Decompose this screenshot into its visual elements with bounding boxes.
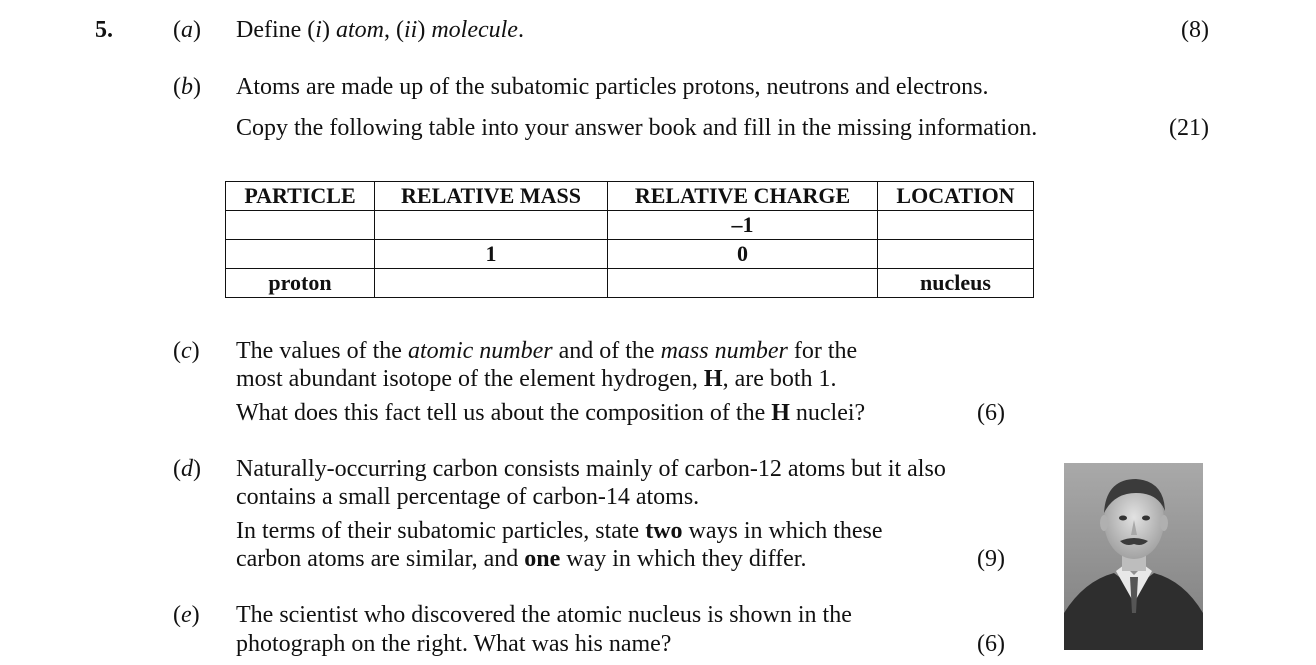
part-b-line1: Atoms are made up of the subatomic particles protons, neutrons and electrons. (236, 74, 989, 100)
part-a-text: Define (i) atom, (ii) molecule. (236, 17, 524, 43)
part-e-line2: photograph on the right. What was his name? (236, 631, 672, 657)
table-cell: 1 (375, 240, 608, 269)
header-location: LOCATION (878, 182, 1034, 211)
table-cell (375, 211, 608, 240)
table-cell (375, 269, 608, 298)
table-cell: –1 (608, 211, 878, 240)
part-e-marks: (6) (977, 631, 1005, 657)
table-header-row (226, 182, 1034, 211)
part-e-label: (e) (173, 602, 200, 628)
particle-table (225, 181, 1034, 298)
part-d-line4: carbon atoms are similar, and one way in which they differ. (236, 546, 807, 572)
part-d-line1: Naturally-occurring carbon consists mainly of carbon-12 atoms but it also (236, 456, 946, 482)
part-d-line2: contains a small percentage of carbon-14 atoms. (236, 484, 700, 510)
table-cell: nucleus (878, 269, 1034, 298)
part-e-line1: The scientist who discovered the atomic nucleus is shown in the (236, 602, 852, 628)
part-d-marks: (9) (977, 546, 1005, 572)
part-b-marks: (21) (1169, 115, 1209, 141)
table-cell (608, 269, 878, 298)
part-c-line3: What does this fact tell us about the composition of the H nuclei? (236, 400, 866, 426)
part-b-line2: Copy the following table into your answer book and fill in the missing information. (236, 115, 1038, 141)
part-b-label: (b) (173, 74, 201, 100)
table-row (226, 240, 1034, 269)
part-c-line1: The values of the atomic number and of the mass number for the (236, 338, 858, 364)
header-particle: PARTICLE (226, 182, 375, 211)
part-d-line3: In terms of their subatomic particles, state two ways in which these (236, 518, 883, 544)
table-row (226, 269, 1034, 298)
table-cell (226, 211, 375, 240)
scientist-portrait-photo (1064, 463, 1203, 650)
part-c-line2: most abundant isotope of the element hydrogen, H, are both 1. (236, 366, 837, 392)
table-cell: 0 (608, 240, 878, 269)
part-c-label: (c) (173, 338, 200, 364)
part-c-marks: (6) (977, 400, 1005, 426)
question-number: 5. (95, 17, 113, 43)
part-a-marks: (8) (1181, 17, 1209, 43)
portrait-icon (1064, 463, 1203, 650)
table-cell (878, 240, 1034, 269)
header-relative-mass: RELATIVE MASS (375, 182, 608, 211)
part-a-label: (a) (173, 17, 201, 43)
part-d-label: (d) (173, 456, 201, 482)
table-cell (226, 240, 375, 269)
table-cell: proton (226, 269, 375, 298)
header-relative-charge: RELATIVE CHARGE (608, 182, 878, 211)
table-cell (878, 211, 1034, 240)
table-row (226, 211, 1034, 240)
